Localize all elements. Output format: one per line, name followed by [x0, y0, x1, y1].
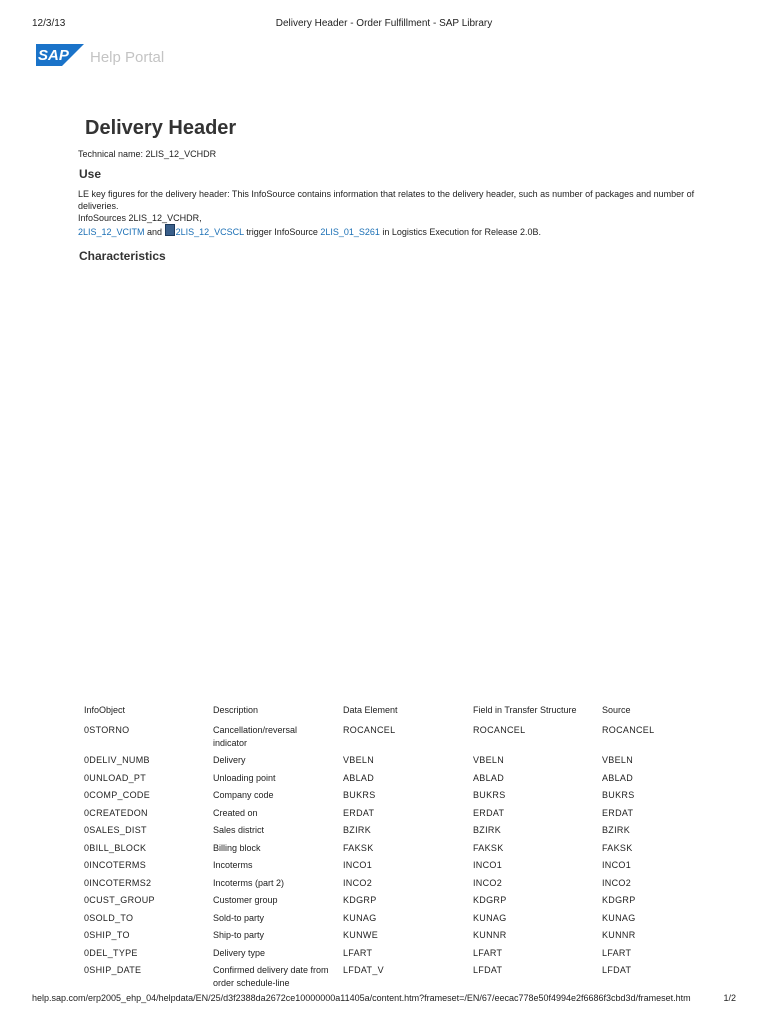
cell-source: VBELN: [602, 755, 634, 765]
footer-url: help.sap.com/erp2005_ehp_04/helpdata/EN/25/d3f2388da2672ce10000000a11405a/content.htm?frameset=/EN/67/eecac778e50f4994e2f6686f3cbd3d/frameset.htm: [32, 993, 691, 1003]
cell-transfer-field: KUNAG: [473, 912, 507, 923]
cell-transfer-field: KDGRP: [473, 895, 507, 905]
cell-infoobject: 0SALES_DIST: [84, 825, 147, 835]
cell-transfer-field: BZIRK: [473, 825, 502, 835]
cell-infoobject: 0STORNO: [84, 725, 130, 735]
table-header-row: [84, 704, 704, 724]
cell-description: Incoterms (part 2): [213, 877, 285, 888]
cell-data-element: LFART: [343, 947, 373, 958]
cell-source: KUNAG: [602, 912, 636, 923]
link-2lis-12-vcscl[interactable]: 2LIS_12_VCSCL: [175, 227, 244, 237]
cell-infoobject: 0BILL_BLOCK: [84, 842, 147, 853]
tail-text: in Logistics Execution for Release 2.0B.: [379, 227, 541, 237]
cell-transfer-field: ERDAT: [473, 807, 505, 818]
cell-transfer-field: ABLAD: [473, 772, 505, 783]
cell-transfer-field: BUKRS: [473, 790, 506, 800]
cell-transfer-field: LFDAT: [473, 965, 503, 975]
use-heading: Use: [79, 167, 102, 181]
cell-transfer-field: KUNNR: [473, 930, 507, 940]
cell-description: Billing block: [213, 842, 261, 853]
cell-source: KDGRP: [602, 895, 636, 905]
column-header-description: Description: [213, 705, 259, 715]
link-2lis-01-s261[interactable]: 2LIS_01_S261: [320, 227, 380, 237]
logo-brand: SAP: [38, 47, 69, 64]
footer-page-number: 1/2: [723, 993, 736, 1003]
cell-source: BUKRS: [602, 790, 635, 800]
link-2lis-12-vcitm[interactable]: 2LIS_12_VCITM: [78, 227, 145, 237]
cell-infoobject: 0SHIP_TO: [84, 930, 130, 940]
cell-data-element: INCO2: [343, 877, 373, 888]
cell-source: LFDAT: [602, 965, 632, 975]
page-title: Delivery Header: [85, 117, 237, 139]
table-row: [84, 912, 704, 930]
cell-data-element: ABLAD: [343, 772, 375, 783]
table-row: [84, 929, 704, 947]
document-icon: [165, 224, 175, 236]
table-row: [84, 724, 704, 754]
cell-description: Delivery: [213, 755, 246, 765]
cell-transfer-field: INCO1: [473, 860, 503, 870]
cell-data-element: BZIRK: [343, 825, 372, 835]
cell-transfer-field: FAKSK: [473, 842, 504, 853]
table-row: [84, 947, 704, 965]
cell-source: INCO2: [602, 877, 632, 888]
cell-data-element: KUNWE: [343, 930, 378, 940]
cell-source: INCO1: [602, 860, 632, 870]
print-title: Delivery Header - Order Fulfillment - SAP Library: [275, 18, 493, 29]
cell-description: Created on: [213, 807, 258, 818]
cell-data-element: KDGRP: [343, 895, 377, 905]
cell-source: FAKSK: [602, 842, 633, 853]
table-row: [84, 824, 704, 842]
trigger-text: trigger InfoSource: [243, 227, 321, 237]
cell-source: KUNNR: [602, 930, 636, 940]
sap-logo-icon: [36, 44, 84, 66]
cell-infoobject: 0INCOTERMS: [84, 860, 147, 870]
characteristics-heading: Characteristics: [79, 249, 166, 263]
print-date: 12/3/13: [32, 18, 66, 29]
cell-description: Delivery type: [213, 947, 266, 958]
cell-infoobject: 0INCOTERMS2: [84, 877, 152, 888]
table-row: [84, 859, 704, 877]
column-header-source: Source: [602, 705, 631, 715]
cell-infoobject: 0COMP_CODE: [84, 790, 151, 800]
table-row: [84, 807, 704, 825]
cell-data-element: INCO1: [343, 860, 373, 870]
cell-description: Sold-to party: [213, 912, 265, 923]
use-paragraph: [78, 188, 718, 238]
cell-source: LFART: [602, 947, 632, 958]
table-row: [84, 964, 704, 994]
cell-infoobject: 0SHIP_DATE: [84, 965, 142, 975]
cell-source: ROCANCEL: [602, 725, 655, 735]
cell-description: Company code: [213, 790, 274, 800]
characteristics-table: [84, 704, 704, 994]
use-line-1: LE key figures for the delivery header: This InfoSource contains information that relates to the delivery header, such as number of packages and number of: [78, 189, 695, 199]
column-header-transfer-field: Field in Transfer Structure: [473, 705, 577, 715]
cell-data-element: BUKRS: [343, 790, 376, 800]
cell-transfer-field: ROCANCEL: [473, 725, 526, 735]
table-row: [84, 754, 704, 772]
use-line-2: deliveries.: [78, 201, 119, 211]
column-header-data-element: Data Element: [343, 705, 398, 715]
use-line-3: InfoSources 2LIS_12_VCHDR,: [78, 213, 202, 223]
cell-transfer-field: LFART: [473, 947, 503, 958]
cell-infoobject: 0CUST_GROUP: [84, 895, 155, 905]
cell-data-element: KUNAG: [343, 912, 377, 923]
table-row: [84, 894, 704, 912]
use-line-4: [78, 224, 718, 238]
cell-transfer-field: VBELN: [473, 755, 505, 765]
cell-description: Sales district: [213, 825, 265, 835]
logo-portal-text: Help Portal: [90, 49, 165, 66]
cell-infoobject: 0UNLOAD_PT: [84, 772, 147, 783]
cell-data-element: ERDAT: [343, 807, 375, 818]
and-text: and: [144, 227, 165, 237]
cell-description: Unloading point: [213, 772, 276, 783]
cell-description: Cancellation/reversal indicator: [213, 725, 298, 748]
column-header-infoobject: InfoObject: [84, 705, 126, 715]
table-row: [84, 789, 704, 807]
cell-data-element: ROCANCEL: [343, 725, 396, 735]
cell-description: Confirmed delivery date from order schedule-line: [213, 965, 329, 988]
cell-data-element: FAKSK: [343, 842, 374, 853]
table-row: [84, 772, 704, 790]
cell-data-element: LFDAT_V: [343, 965, 384, 975]
cell-infoobject: 0CREATEDON: [84, 807, 148, 818]
cell-data-element: VBELN: [343, 755, 375, 765]
cell-infoobject: 0SOLD_TO: [84, 912, 134, 923]
cell-source: ERDAT: [602, 807, 634, 818]
cell-description: Incoterms: [213, 860, 253, 870]
cell-source: BZIRK: [602, 825, 631, 835]
cell-description: Ship-to party: [213, 930, 265, 940]
cell-infoobject: 0DELIV_NUMB: [84, 755, 150, 765]
table-row: [84, 877, 704, 895]
technical-name: Technical name: 2LIS_12_VCHDR: [78, 149, 217, 159]
cell-source: ABLAD: [602, 772, 634, 783]
cell-transfer-field: INCO2: [473, 877, 503, 888]
cell-infoobject: 0DEL_TYPE: [84, 947, 138, 958]
cell-description: Customer group: [213, 895, 278, 905]
table-row: [84, 842, 704, 860]
